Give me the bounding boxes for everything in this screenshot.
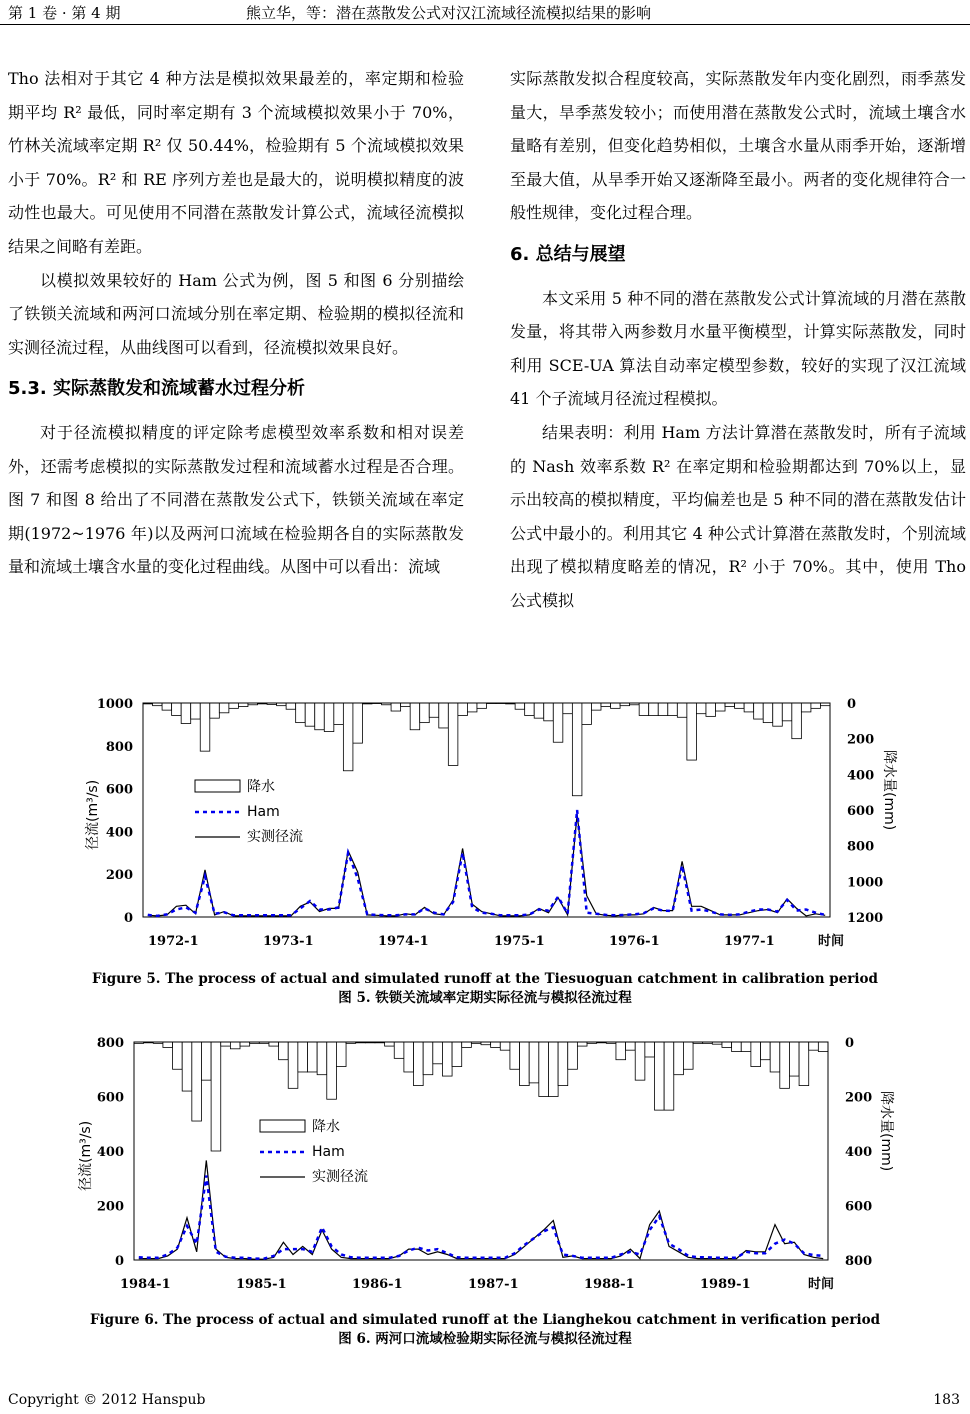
y2-tick-label: 200 xyxy=(847,732,875,748)
precip-bar xyxy=(279,1042,289,1060)
section-heading: 6. 总结与展望 xyxy=(510,243,626,265)
y-axis-title: 径流(m³/s) xyxy=(85,779,101,850)
precip-bar xyxy=(751,1042,761,1067)
precip-bar xyxy=(491,1042,501,1047)
precip-bar xyxy=(799,1042,809,1086)
precip-bar xyxy=(230,1042,240,1049)
y-tick-label: 0 xyxy=(114,1254,124,1269)
precip-bar xyxy=(770,1042,780,1072)
y2-tick-label: 400 xyxy=(847,768,875,784)
x-tick-label: 1975-1 xyxy=(494,934,545,949)
y-tick-label: 600 xyxy=(105,782,133,798)
precip-bar xyxy=(269,1042,279,1046)
precip-bar xyxy=(645,1042,655,1057)
y2-axis-title: 降水量(mm) xyxy=(881,750,897,831)
precip-bar xyxy=(558,1042,568,1086)
precip-bar xyxy=(182,1042,192,1091)
caption-cn: 图 6. 两河口流域检验期实际径流与模拟径流过程 xyxy=(338,1331,632,1347)
paragraph: 对于径流模拟精度的评定除考虑模型效率系数和相对误差外，还需考虑模拟的实际蒸散发过程和流域蓄水过程是否合理。图 7 和图 8 给出了不同潜在蒸散发公式下，铁锁关流域在率定期(1972~1976 年)以及两河口流域在检验期各自的实际蒸散发量和流域土壤含水量的变化过程曲线。从图中可以看出：流域 xyxy=(8,422,464,577)
precip-bar xyxy=(173,1042,183,1069)
legend-label: 实测径流 xyxy=(312,1169,368,1185)
precip-bar xyxy=(683,1042,693,1069)
y-tick-label: 200 xyxy=(96,1199,124,1215)
caption-cn: 图 5. 铁锁关流域率定期实际径流与模拟径流过程 xyxy=(338,990,632,1006)
x-tick-label: 1989-1 xyxy=(700,1277,751,1292)
precip-bar xyxy=(308,1042,318,1072)
section-heading: 5.3. 实际蒸散发和流域蓄水过程分析 xyxy=(8,378,305,400)
caption-en: Figure 6. The process of actual and simulated runoff at the Lianghekou catchment in verification period xyxy=(89,1312,881,1328)
y-axis-title: 径流(m³/s) xyxy=(78,1120,94,1191)
precip-bar xyxy=(240,1042,250,1046)
precip-bar xyxy=(211,1042,221,1151)
precip-bar xyxy=(664,1042,674,1110)
paragraph: 以模拟效果较好的 Ham 公式为例，图 5 和图 6 分别描绘了铁锁关流域和两河口流域分别在率定期、检验期的模拟径流和实测径流过程，从曲线图可以看到，径流模拟效果良好。 xyxy=(8,270,464,357)
copyright: Copyright © 2012 Hanspub xyxy=(8,1392,206,1408)
legend-label: 实测径流 xyxy=(247,829,303,845)
simulated-runoff-line xyxy=(139,1176,823,1259)
paragraph: Tho 法相对于其它 4 种方法是模拟效果最差的，率定期和检验期平均 R² 最低，同时率定期有 3 个流域模拟效果小于 70%，竹林关流域率定期 R² 仅 50.44%，检验期有 5 个流域模拟效果小于 70%。R² 和 RE 序列方差也是最大的，说明模拟精度的波动性也最大。可见使用不同潜在蒸散发计算公式，流域径流模拟结果之间略有差距。 xyxy=(8,69,464,256)
precip-bar xyxy=(442,1042,452,1076)
precip-bar xyxy=(414,1042,424,1086)
figure-6-caption xyxy=(0,1311,970,1349)
precip-bar xyxy=(761,1042,771,1060)
precip-bar xyxy=(539,1042,549,1097)
y-tick-label: 0 xyxy=(123,911,133,926)
precip-bar xyxy=(288,1042,298,1088)
x-tick-label: 1985-1 xyxy=(236,1277,287,1292)
x-tick-label: 1984-1 xyxy=(120,1277,171,1292)
precip-bar xyxy=(298,1042,308,1072)
y-tick-label: 600 xyxy=(96,1090,124,1106)
precip-bar xyxy=(732,1042,742,1052)
x-tick-label: 1974-1 xyxy=(378,934,429,949)
precip-bar xyxy=(423,1042,433,1075)
precip-bar xyxy=(433,1042,443,1064)
y2-tick-label: 600 xyxy=(847,804,875,819)
precip-bar xyxy=(201,1042,211,1080)
y2-tick-label: 400 xyxy=(845,1145,873,1160)
legend-label: 降水 xyxy=(247,779,275,795)
precip-bar xyxy=(317,1042,327,1075)
precip-bar xyxy=(789,1042,799,1076)
precip-bar xyxy=(192,1042,202,1121)
y2-tick-label: 0 xyxy=(847,697,857,712)
precip-bar xyxy=(626,1042,636,1050)
y2-tick-label: 800 xyxy=(847,839,875,855)
precip-bar xyxy=(221,1042,231,1046)
paragraph: 本文采用 5 种不同的潜在蒸散发公式计算流域的月潜在蒸散发量，将其带入两参数月水量平衡模型，计算实际蒸散发，同时利用 SCE-UA 算法自动率定模型参数，较好的实现了汉江流域 41 个子流域月径流过程模拟。 xyxy=(510,288,966,409)
y2-tick-label: 800 xyxy=(845,1254,873,1269)
precip-bar xyxy=(336,1042,346,1067)
precip-bar xyxy=(529,1042,539,1083)
precip-bar xyxy=(500,1042,510,1050)
y2-tick-label: 600 xyxy=(845,1199,873,1215)
y2-tick-label: 1000 xyxy=(847,875,884,891)
legend-label: 降水 xyxy=(312,1119,340,1135)
precip-bar xyxy=(809,1042,819,1050)
article-running-title: 熊立华，等：潜在蒸散发公式对汉江流域径流模拟结果的影响 xyxy=(246,4,652,22)
precip-bar xyxy=(577,1042,587,1046)
x-tick-label: 1973-1 xyxy=(263,934,314,949)
paragraph: 实际蒸散发拟合程度较高，实际蒸散发年内变化剧烈，雨季蒸发量大，旱季蒸发较小；而使用潜在蒸散发公式时，流域土壤含水量略有差别，但变化趋势相似，土壤含水量从雨季开始，逐渐增至最大值，从旱季开始又逐渐降至最小。两者的变化规律符合一般性规律，变化过程合理。 xyxy=(510,69,966,223)
x-tick-label: 1977-1 xyxy=(724,934,775,949)
precip-bar xyxy=(741,1042,751,1052)
caption-en: Figure 5. The process of actual and simulated runoff at the Tiesuoguan catchment in calibration period xyxy=(92,971,878,987)
legend-precip-swatch xyxy=(260,1120,305,1132)
plot-frame xyxy=(134,1042,828,1260)
x-tick-label: 1987-1 xyxy=(468,1277,519,1292)
precip-bar xyxy=(327,1042,337,1099)
legend-label: Ham xyxy=(247,804,280,820)
precip-bar xyxy=(568,1042,578,1069)
legend-label: Ham xyxy=(312,1144,345,1160)
precip-bar xyxy=(510,1042,520,1069)
y-tick-label: 400 xyxy=(105,825,133,841)
observed-runoff-line xyxy=(139,1161,823,1260)
precip-bar xyxy=(462,1042,472,1047)
y2-tick-label: 1200 xyxy=(847,911,884,926)
precip-bar xyxy=(520,1042,530,1086)
y-tick-label: 800 xyxy=(105,739,133,755)
paragraph: 结果表明：利用 Ham 方法计算潜在蒸散发时，所有子流域的 Nash 效率系数 R² 在率定期和检验期都达到 70%以上，显示出较高的模拟精度，平均偏差也是 5 种不同的潜在蒸散发估计公式中最小的。利用其它 4 种公式计算潜在蒸散发时，个别流域出现了模拟精度略差的情况，R² 小于 70%。其中，使用 Tho 公式模拟 xyxy=(510,422,966,610)
x-tick-label: 1972-1 xyxy=(148,934,199,949)
precip-bar xyxy=(404,1042,414,1072)
journal-issue: 第 1 卷 · 第 4 期 xyxy=(8,4,121,22)
y-tick-label: 400 xyxy=(96,1145,124,1160)
x-tick-label: 1976-1 xyxy=(609,934,660,949)
y2-tick-label: 0 xyxy=(845,1036,855,1051)
y-tick-label: 800 xyxy=(96,1036,124,1051)
y2-tick-label: 200 xyxy=(845,1090,873,1106)
precip-bar xyxy=(452,1042,462,1067)
precip-bar xyxy=(394,1042,404,1058)
page-number: 183 xyxy=(933,1392,960,1408)
y-tick-label: 1000 xyxy=(96,697,133,712)
x-tick-label: 1988-1 xyxy=(584,1277,635,1292)
x-axis-label: 时间 xyxy=(818,934,845,949)
precip-bar xyxy=(616,1042,626,1060)
precip-bar xyxy=(635,1042,645,1080)
y2-axis-title: 降水量(mm) xyxy=(878,1091,894,1172)
precip-bar xyxy=(722,1042,732,1047)
precip-bar xyxy=(163,1042,173,1047)
precip-bar xyxy=(818,1042,828,1052)
precip-bar xyxy=(780,1042,790,1088)
figure-5-caption xyxy=(0,970,970,1008)
y-tick-label: 200 xyxy=(105,868,133,884)
precip-bar xyxy=(385,1042,395,1046)
x-tick-label: 1986-1 xyxy=(352,1277,403,1292)
precip-bar xyxy=(548,1042,558,1097)
precip-bar xyxy=(655,1042,665,1110)
x-axis-label: 时间 xyxy=(808,1277,835,1292)
precip-bar xyxy=(674,1042,684,1075)
